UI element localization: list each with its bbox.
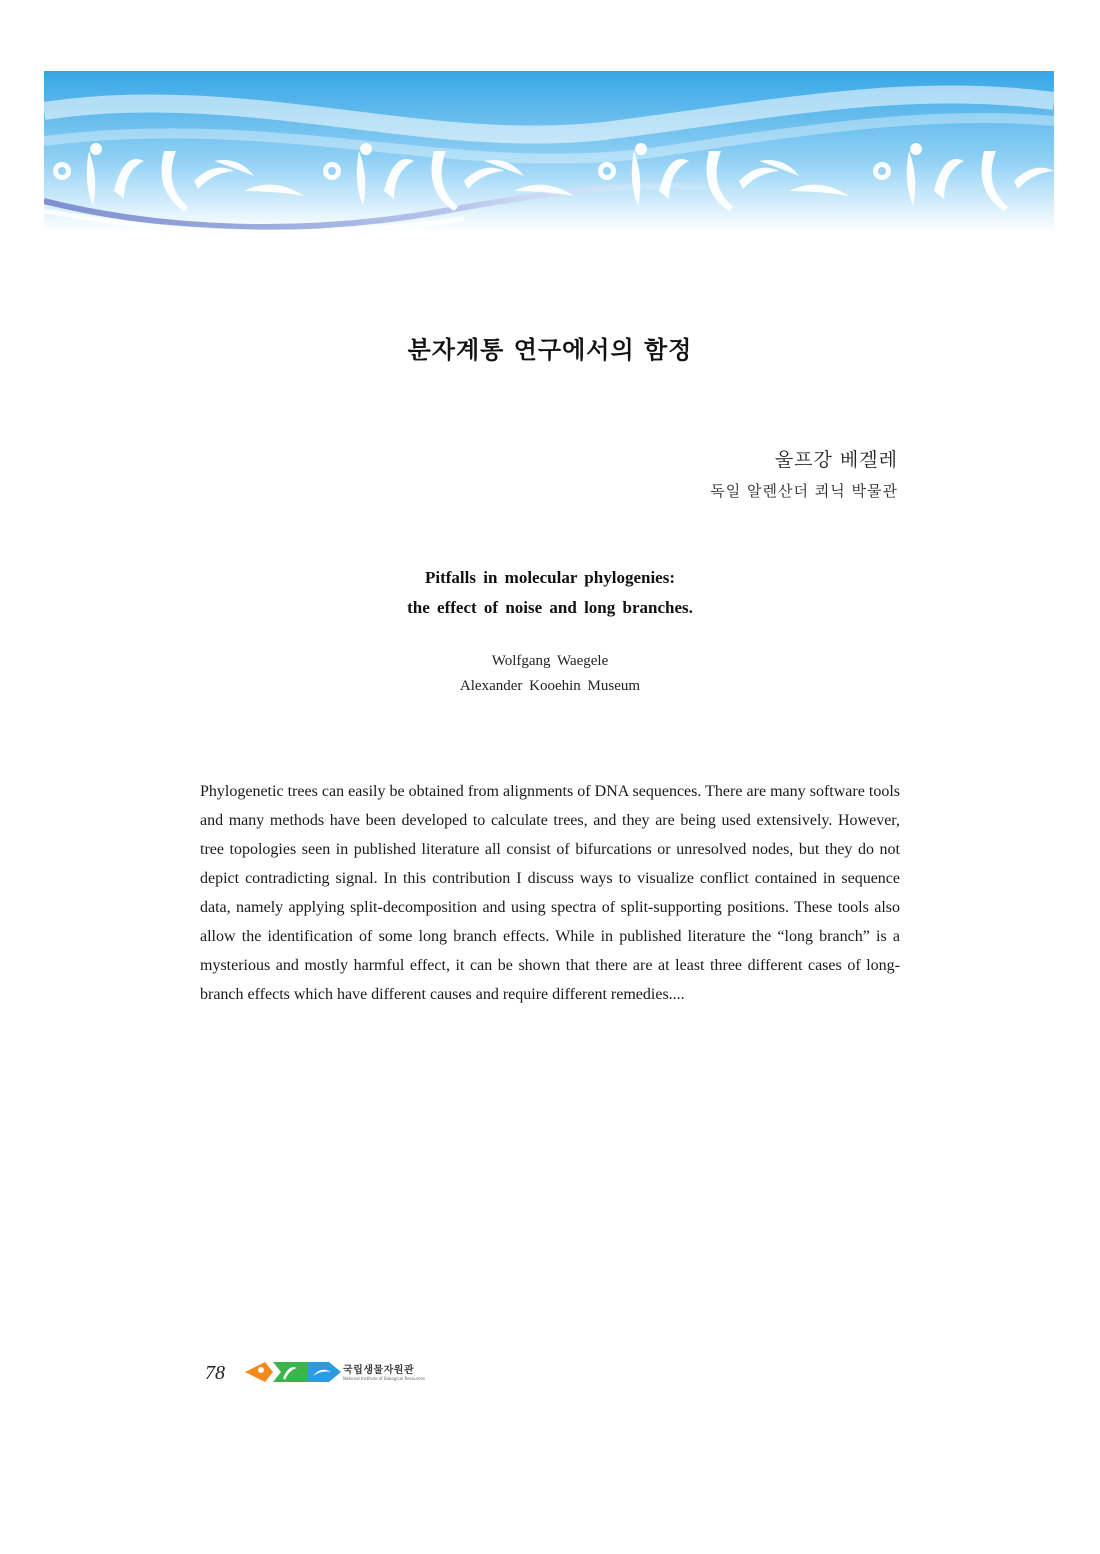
english-title-line-2: the effect of noise and long branches. [407, 598, 693, 617]
logo-text-english: National Institute of Biological Resources [343, 1376, 425, 1381]
english-title-line-1: Pitfalls in molecular phylogenies: [425, 568, 675, 587]
author-name-english: Wolfgang Waegele [491, 653, 609, 669]
page-number: 78 [205, 1362, 225, 1384]
logo-text-korean: 국립생물자원관 [343, 1365, 415, 1376]
abstract-paragraph: Phylogenetic trees can easily be obtained from alignments of DNA sequences. There are many software tools and many methods have been developed to calculate trees, and they are being used extensively. However, tree topologies seen in published literature all consist of bifurcations or unresolved nodes, but they do not depict contradicting signal. In this contribution I discuss ways to visualize conflict contained in sequence data, namely applying split-decomposition and using spectra of split-supporting positions. These tools also allow the identification of some long branch effects. While in published literature the “long branch” is a mysterious and mostly harmful effect, it can be shown that there are at least three different cases of long-branch effects which have different causes and require different remedies.... [200, 783, 900, 1003]
header-banner [44, 71, 1054, 231]
author-affiliation-korean: 독일 알렌산더 쾨닉 박물관 [710, 482, 898, 500]
page-title: 분자계통 연구에서의 함정 [407, 336, 693, 364]
author-name-korean: 울프강 베겔레 [774, 449, 898, 471]
author-affiliation-english: Alexander Kooehin Museum [459, 678, 641, 694]
banner-graphic [44, 71, 1054, 231]
institute-logo-icon [243, 1358, 343, 1386]
page-footer [205, 1356, 465, 1390]
